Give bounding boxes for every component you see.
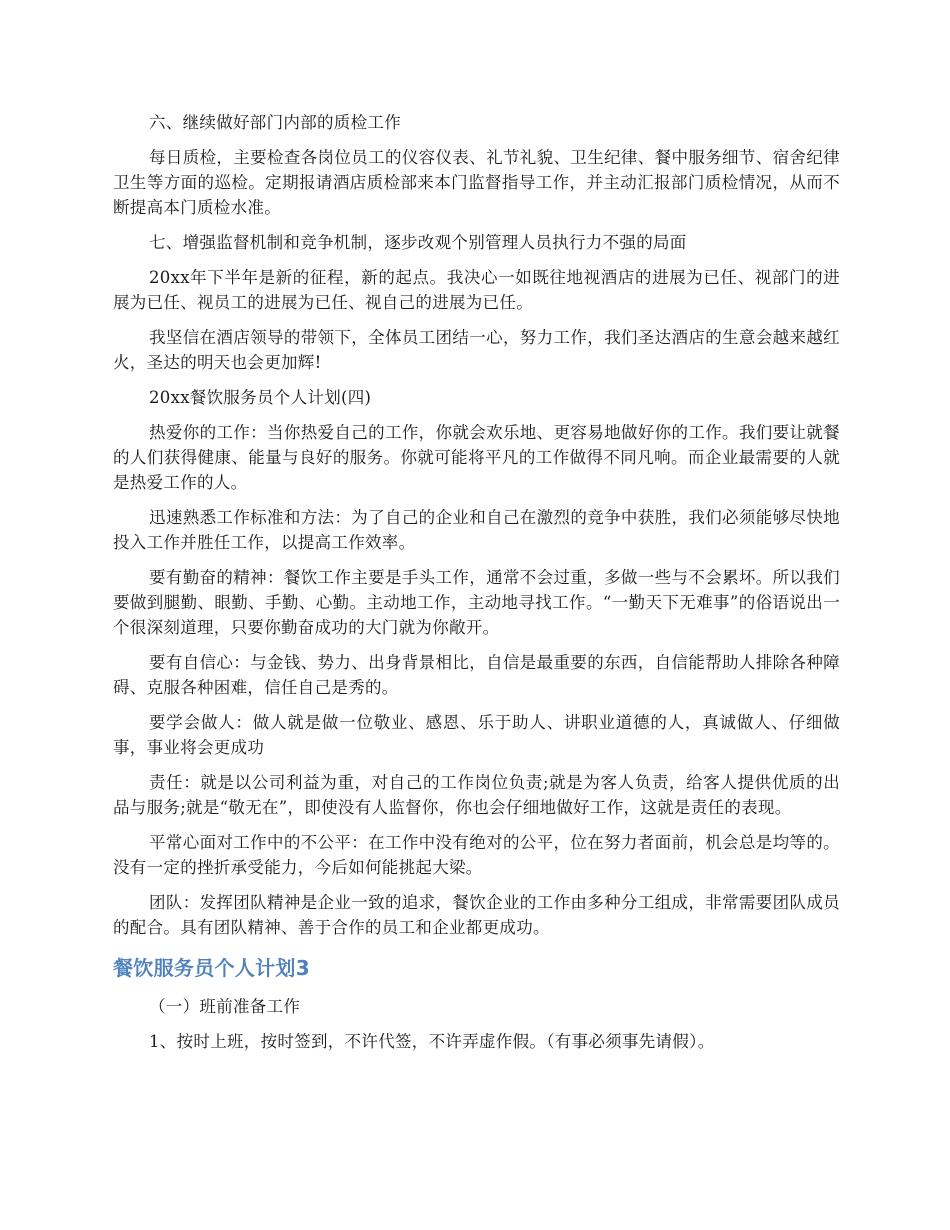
paragraph: 迅速熟悉工作标准和方法：为了自己的企业和自己在激烈的竞争中获胜，我们必须能够尽快地投入工作并胜任工作，以提高工作效率。 xyxy=(113,508,840,552)
paragraph: 责任：就是以公司利益为重，对自己的工作岗位负责;就是为客人负责，给客人提供优质的出品与服务;就是“敬无在”，即使没有人监督你，你也会仔细地做好工作，这就是责任的表现。 xyxy=(113,773,840,817)
paragraph: 七、增强监督机制和竞争机制，逐步改观个别管理人员执行力不强的局面 xyxy=(149,233,687,252)
paragraph: （一）班前准备工作 xyxy=(149,997,301,1016)
paragraph: 20xx餐饮服务员个人计划(四) xyxy=(149,388,372,407)
paragraph: 六、继续做好部门内部的质检工作 xyxy=(149,113,401,132)
paragraph: 要有自信心：与金钱、势力、出身背景相比，自信是最重要的东西，自信能帮助人排除各种障碍、克服各种困难，信任自己是秀的。 xyxy=(113,653,840,697)
paragraph: 每日质检，主要检查各岗位员工的仪容仪表、礼节礼貌、卫生纪律、餐中服务细节、宿舍纪律卫生等方面的巡检。定期报请酒店质检部来本门监督指导工作，并主动汇报部门质检情况，从而不断提高本门质检水准。 xyxy=(113,148,840,217)
section-heading: 餐饮服务员个人计划3 xyxy=(113,956,310,980)
paragraph: 团队：发挥团队精神是企业一致的追求，餐饮企业的工作由多种分工组成，非常需要团队成员的配合。具有团队精神、善于合作的员工和企业都更成功。 xyxy=(113,893,840,937)
paragraph: 20xx年下半年是新的征程，新的起点。我决心一如既往地视酒店的进展为已任、视部门的进展为已任、视员工的进展为已任、视自己的进展为已任。 xyxy=(113,268,840,312)
paragraph: 平常心面对工作中的不公平：在工作中没有绝对的公平，位在努力者面前，机会总是均等的。没有一定的挫折承受能力，今后如何能挑起大梁。 xyxy=(113,833,840,877)
document-body xyxy=(113,110,840,1064)
paragraph: 1、按时上班，按时签到，不许代签，不许弄虚作假。（有事必须事先请假）。 xyxy=(149,1032,715,1051)
paragraph: 我坚信在酒店领导的带领下，全体员工团结一心，努力工作，我们圣达酒店的生意会越来越红火，圣达的明天也会更加辉! xyxy=(113,328,840,372)
paragraph: 要学会做人：做人就是做一位敬业、感恩、乐于助人、讲职业道德的人，真诚做人、仔细做事，事业将会更成功 xyxy=(113,713,840,757)
paragraph: 热爱你的工作：当你热爱自己的工作，你就会欢乐地、更容易地做好你的工作。我们要让就餐的人们获得健康、能量与良好的服务。你就可能将平凡的工作做得不同凡响。而企业最需要的人就是热爱工作的人。 xyxy=(113,423,840,492)
paragraph: 要有勤奋的精神：餐饮工作主要是手头工作，通常不会过重，多做一些与不会累坏。所以我们要做到腿勤、眼勤、手勤、心勤。主动地工作，主动地寻找工作。“一勤天下无难事”的俗语说出一个很深刻道理，只要你勤奋成功的大门就为你敞开。 xyxy=(113,568,840,637)
